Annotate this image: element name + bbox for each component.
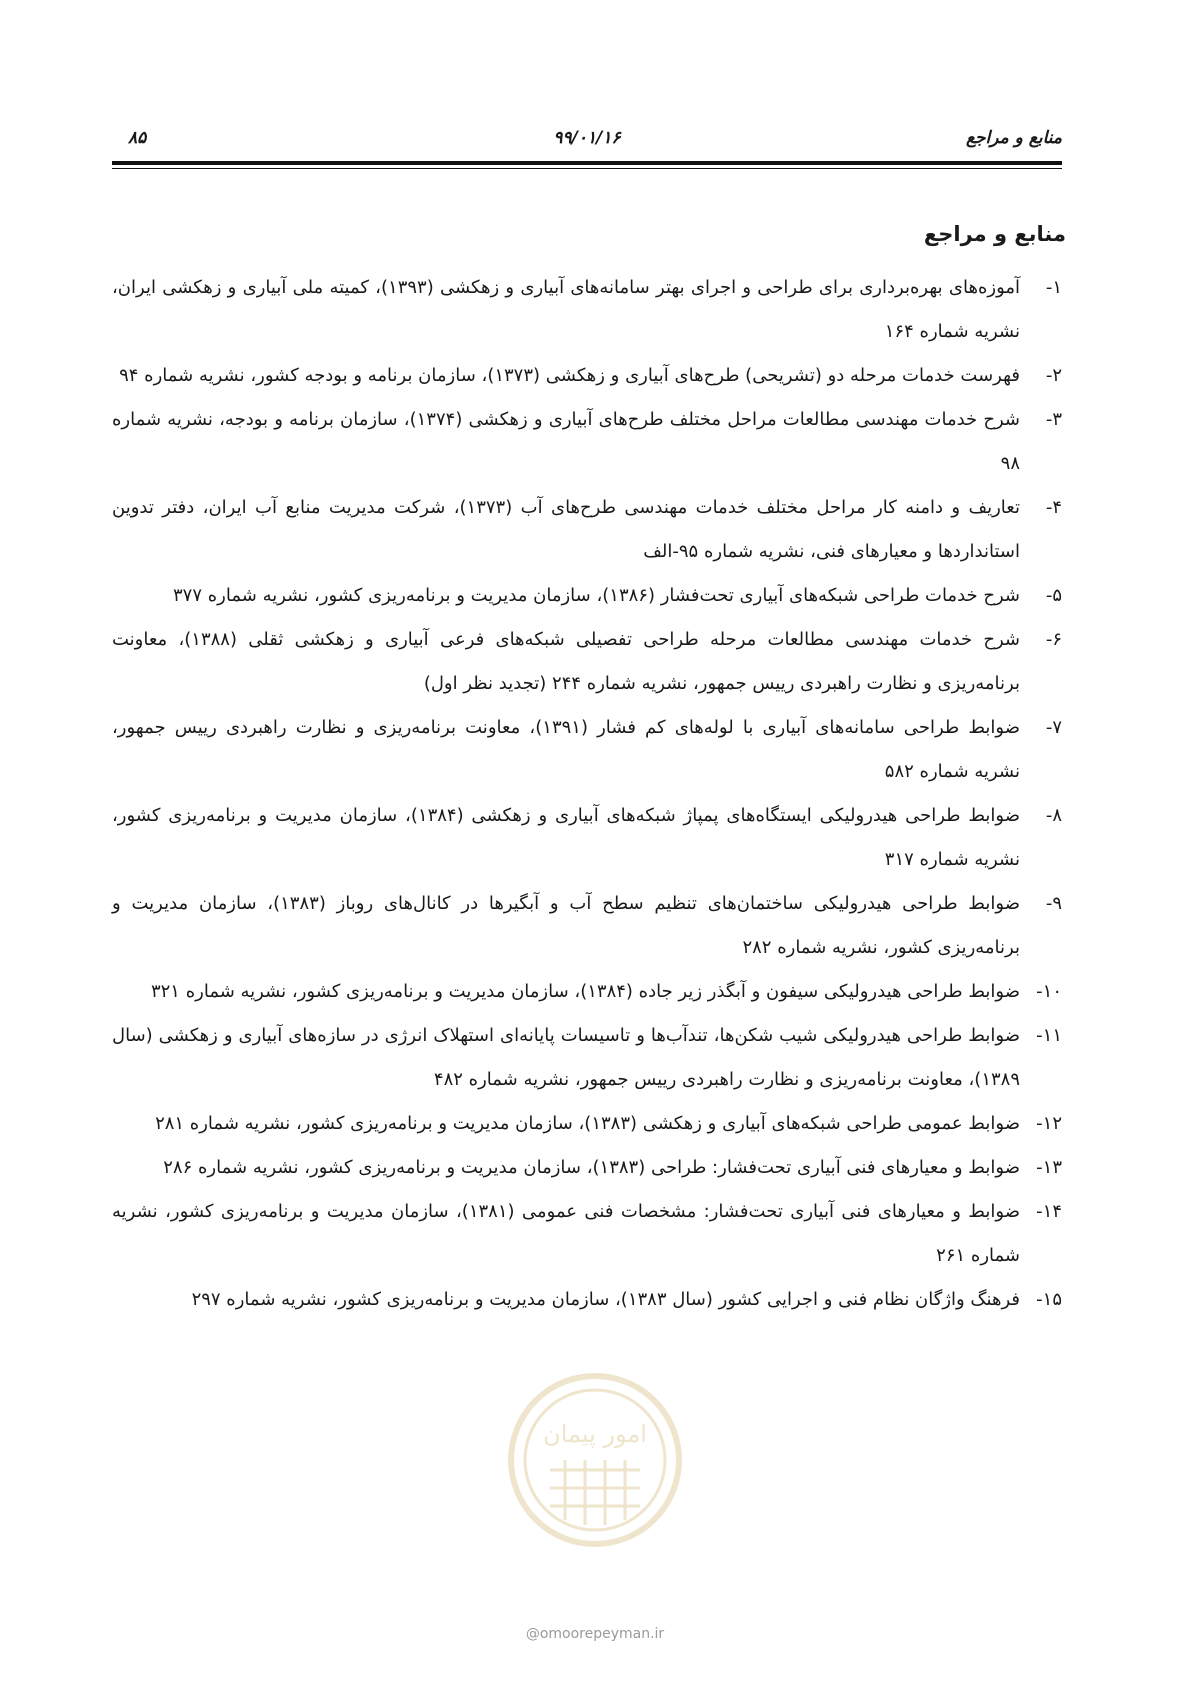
reference-number: ۲- xyxy=(1045,365,1062,386)
page-header xyxy=(112,128,1062,152)
reference-number: ۵- xyxy=(1045,585,1062,606)
watermark-logo-text: امور پیمان xyxy=(543,1420,647,1448)
section-title: منابع و مراجع xyxy=(923,222,1066,246)
reference-number: ۳- xyxy=(1045,409,1062,430)
reference-text: ضوابط طراحی سامانه‌های آبیاری با لوله‌های کم فشار (۱۳۹۱)، معاونت برنامه‌ریزی و نظارت راهبردی رییس جمهور، نشریه شماره ۵۸۲ xyxy=(112,717,1021,782)
reference-text: ضوابط عمومی طراحی شبکه‌های آبیاری و زهکشی (۱۳۸۳)، سازمان مدیریت و برنامه‌ریزی کشور، نشریه شماره ۲۸۱ xyxy=(155,1113,1020,1134)
reference-number: ۸- xyxy=(1045,805,1062,826)
reference-text: تعاریف و دامنه کار مراحل مختلف خدمات مهندسی طرح‌های آب (۱۳۷۳)، شرکت مدیریت منابع آب ایران، دفتر تدوین استانداردها و معیارهای فنی، نشریه شماره ۹۵-الف xyxy=(112,497,1020,562)
reference-item xyxy=(112,354,1062,398)
reference-item xyxy=(112,398,1062,486)
reference-item xyxy=(112,574,1062,618)
running-title: منابع و مراجع xyxy=(965,128,1062,148)
reference-item xyxy=(112,1278,1062,1322)
reference-text: ضوابط طراحی هیدرولیکی ایستگاه‌های پمپاژ شبکه‌های آبیاری و زهکشی (۱۳۸۴)، سازمان مدیریت و برنامه‌ریزی کشور، نشریه شماره ۳۱۷ xyxy=(112,805,1020,870)
watermark-logo-icon xyxy=(505,1370,685,1550)
reference-text: شرح خدمات مهندسی مطالعات مراحل مختلف طرح‌های آبیاری و زهکشی (۱۳۷۴)، سازمان برنامه و بودجه، نشریه شماره ۹۸ xyxy=(112,409,1020,474)
reference-item xyxy=(112,486,1062,574)
reference-text: ضوابط و معیارهای فنی آبیاری تحت‌فشار: مشخصات فنی عمومی (۱۳۸۱)، سازمان مدیریت و برنامه‌ریزی کشور، نشریه شماره ۲۶۱ xyxy=(112,1201,1020,1266)
reference-item xyxy=(112,1190,1062,1278)
reference-item xyxy=(112,794,1062,882)
page-number: ۸۵ xyxy=(128,128,147,148)
reference-item xyxy=(112,266,1062,354)
reference-number: ۱۳- xyxy=(1036,1157,1062,1178)
reference-text: ضوابط طراحی هیدرولیکی سیفون و آبگذر زیر جاده (۱۳۸۴)، سازمان مدیریت و برنامه‌ریزی کشور، نشریه شماره ۳۲۱ xyxy=(150,981,1020,1002)
reference-number: ۱- xyxy=(1045,277,1062,298)
reference-item xyxy=(112,882,1062,970)
header-date: ۹۹/۰۱/۱۶ xyxy=(553,128,621,148)
reference-text: ضوابط طراحی هیدرولیکی ساختمان‌های تنظیم سطح آب و آبگیرها در کانال‌های روباز (۱۳۸۳)، سازمان مدیریت و برنامه‌ریزی کشور، نشریه شماره ۲۸۲ xyxy=(112,893,1020,958)
reference-number: ۴- xyxy=(1045,497,1062,518)
reference-text: ضوابط طراحی هیدرولیکی شیب شکن‌ها، تندآب‌ها و تاسیسات پایانه‌ای استهلاک انرژی در سازه‌های آبیاری و زهکشی (سال ۱۳۸۹)، معاونت برنامه‌ریزی و نظارت راهبردی رییس جمهور، نشریه شماره ۴۸۲ xyxy=(112,1025,1020,1090)
reference-number: ۱۴- xyxy=(1036,1201,1062,1222)
reference-number: ۱۰- xyxy=(1036,981,1062,1002)
header-rule-thick xyxy=(112,161,1062,165)
reference-number: ۱۲- xyxy=(1036,1113,1062,1134)
header-rule-thin xyxy=(112,168,1062,169)
reference-text: فهرست خدمات مرحله دو (تشریحی) طرح‌های آبیاری و زهکشی (۱۳۷۳)، سازمان برنامه و بودجه کشور، نشریه شماره ۹۴ xyxy=(119,365,1020,386)
reference-item xyxy=(112,1102,1062,1146)
reference-number: ۷- xyxy=(1045,717,1062,738)
reference-number: ۱۵- xyxy=(1036,1289,1062,1310)
reference-item xyxy=(112,1146,1062,1190)
reference-item xyxy=(112,970,1062,1014)
watermark-site: @omoorepeyman.ir xyxy=(525,1626,665,1642)
reference-text: شرح خدمات مهندسی مطالعات مرحله طراحی تفصیلی شبکه‌های فرعی آبیاری و زهکشی ثقلی (۱۳۸۸)، معاونت برنامه‌ریزی و نظارت راهبردی رییس جمهور، نشریه شماره ۲۴۴ (تجدید نظر اول) xyxy=(112,629,1020,694)
reference-item xyxy=(112,1014,1062,1102)
reference-text: ضوابط و معیارهای فنی آبیاری تحت‌فشار: طراحی (۱۳۸۳)، سازمان مدیریت و برنامه‌ریزی کشور، نشریه شماره ۲۸۶ xyxy=(163,1157,1020,1178)
reference-text: فرهنگ واژگان نظام فنی و اجرایی کشور (سال ۱۳۸۳)، سازمان مدیریت و برنامه‌ریزی کشور، نشریه شماره ۲۹۷ xyxy=(191,1289,1020,1310)
reference-item xyxy=(112,618,1062,706)
reference-item xyxy=(112,706,1062,794)
reference-text: شرح خدمات طراحی شبکه‌های آبیاری تحت‌فشار (۱۳۸۶)، سازمان مدیریت و برنامه‌ریزی کشور، نشریه شماره ۳۷۷ xyxy=(173,585,1020,606)
reference-number: ۶- xyxy=(1045,629,1062,650)
reference-list xyxy=(112,266,1062,1322)
reference-text: آموزه‌های بهره‌برداری برای طراحی و اجرای بهتر سامانه‌های آبیاری و زهکشی (۱۳۹۳)، کمیته ملی آبیاری و زهکشی ایران، نشریه شماره ۱۶۴ xyxy=(112,277,1021,342)
reference-number: ۹- xyxy=(1045,893,1062,914)
reference-number: ۱۱- xyxy=(1036,1025,1062,1046)
